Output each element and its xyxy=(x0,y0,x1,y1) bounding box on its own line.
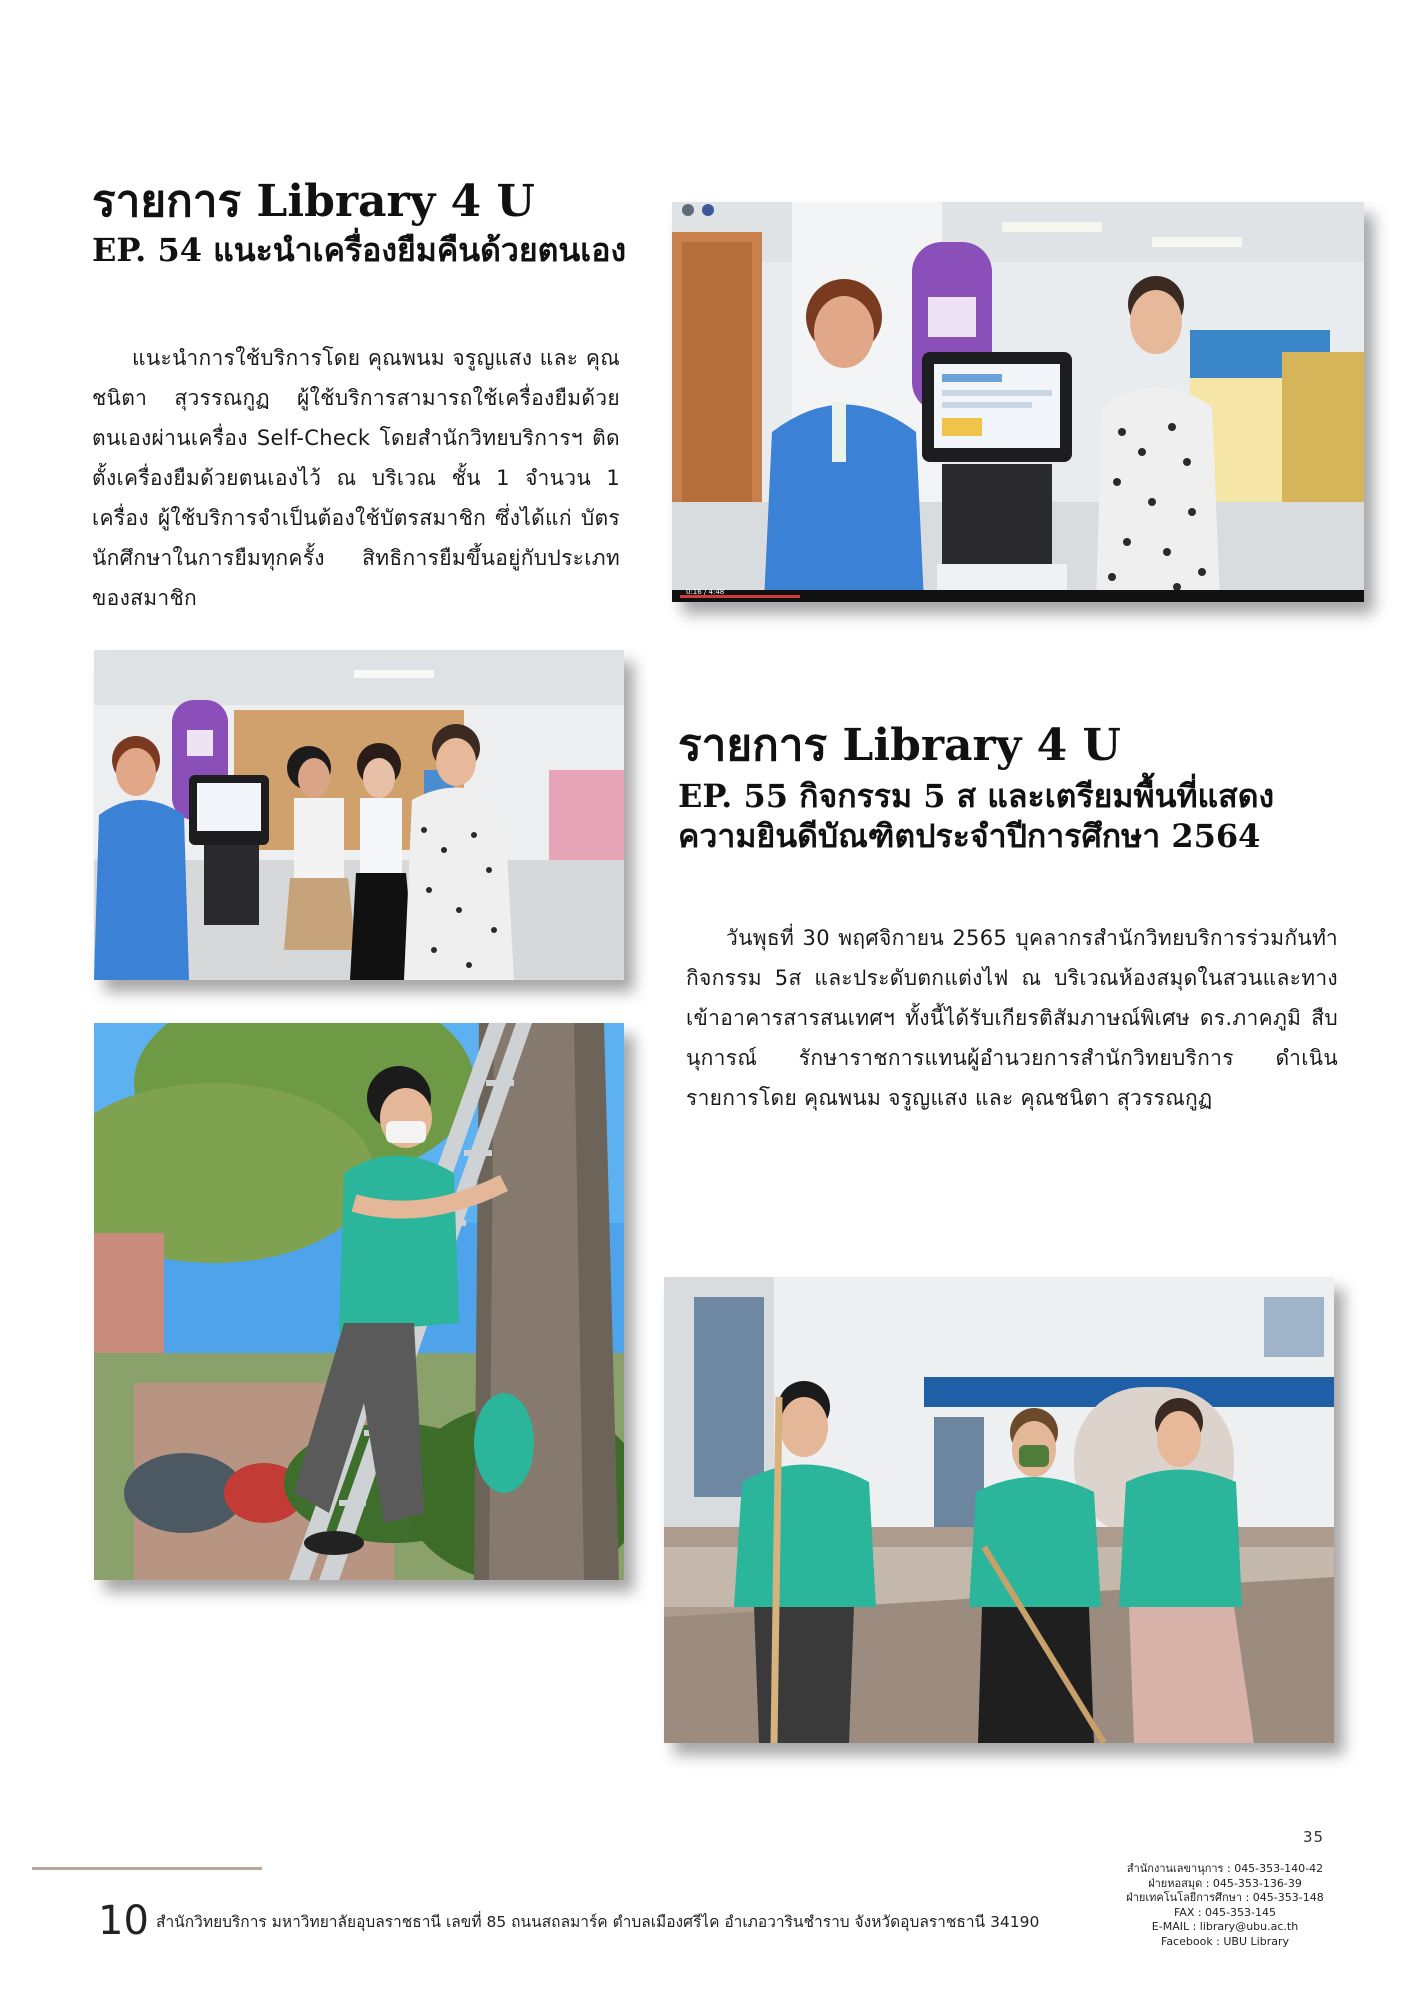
ladder-illustration xyxy=(94,1023,624,1580)
kiosk-illustration xyxy=(94,650,624,980)
footer-divider xyxy=(32,1867,262,1870)
video-time: 0:16 / 4:48 xyxy=(686,588,725,596)
ep54-subtitle: EP. 54 แนะนำเครื่องยืมคืนด้วยตนเอง xyxy=(92,231,627,270)
ep55-group-photo xyxy=(664,1277,1334,1743)
ep55-subtitle-line2: ความยินดีบัณฑิตประจำปีการศึกษา 2564 xyxy=(678,817,1261,856)
contact-line: FAX : 045-353-145 xyxy=(1173,1905,1276,1919)
ep55-title: รายการ Library 4 U xyxy=(678,720,1121,771)
ep55-subtitle-line1: EP. 55 กิจกรรม 5 ส และเตรียมพื้นที่แสดง xyxy=(678,777,1275,816)
page-number: 10 xyxy=(98,1898,149,1944)
ep54-video-photo xyxy=(672,202,1364,602)
ep54-text-block xyxy=(92,338,620,618)
contact-line: ฝ่ายหอสมุด : 045-353-136-39 xyxy=(1148,1876,1302,1890)
ep55-body: วันพุธที่ 30 พฤศจิกายน 2565 บุคลากรสำนักวิทยบริการร่วมกันทำกิจกรรม 5ส และประดับตกแต่งไฟ ณ บริเวณห้องสมุดในสวนและทางเข้าอาคารสารสนเทศฯ ทั้งนี้ได้รับเกียรติสัมภาษณ์พิเศษ ดร.ภาคภูมิ สืบนุการณ์ รักษาราชการแทนผู้อำนวยการสำนักวิทยบริการ ดำเนินรายการโดย คุณพนม จรูญแสง และ คุณชนิตา สุวรรณกูฏ xyxy=(686,926,1338,1110)
footer-contacts xyxy=(1110,1862,1340,1949)
magazine-page-number: 35 xyxy=(1303,1828,1325,1846)
group-illustration xyxy=(664,1277,1334,1743)
contact-line: สำนักงานเลขานุการ : 045-353-140-42 xyxy=(1126,1862,1324,1875)
ep54-title: รายการ Library 4 U xyxy=(92,176,535,227)
ep54-body: แนะนำการใช้บริการโดย คุณพนม จรูญแสง และ คุณชนิตา สุวรรณกูฏ ผู้ใช้บริการสามารถใช้เครื่องยืมด้วยตนเองผ่านเครื่อง Self-Check โดยสำนักวิทยบริการฯ ติดตั้งเครื่องยืมด้วยตนเองไว้ ณ บริเวณ ชั้น 1 จำนวน 1 เครื่อง ผู้ใช้บริการจำเป็นต้องใช้บัตรสมาชิก ซึ่งได้แก่ บัตรนักศึกษาในการยืมทุกครั้ง สิทธิการยืมขึ้นอยู่กับประเภทของสมาชิก xyxy=(92,346,620,610)
ep54-video-illustration xyxy=(672,202,1364,602)
contact-line: ฝ่ายเทคโนโลยีการศึกษา : 045-353-148 xyxy=(1126,1891,1324,1904)
footer-address: สำนักวิทยบริการ มหาวิทยาลัยอุบลราชธานี เลขที่ 85 ถนนสถลมาร์ค ตำบลเมืองศรีไค อำเภอวารินชำราบ จังหวัดอุบลราชธานี 34190 xyxy=(156,1913,1040,1931)
ep55-text-block xyxy=(686,918,1338,1118)
ep55-heading xyxy=(678,722,1378,856)
contact-line: Facebook : UBU Library xyxy=(1161,1934,1289,1948)
contact-line: E-MAIL : library@ubu.ac.th xyxy=(1151,1920,1299,1933)
ep54-heading xyxy=(92,178,652,270)
ep54-kiosk-photo xyxy=(94,650,624,980)
ep55-ladder-photo xyxy=(94,1023,624,1580)
